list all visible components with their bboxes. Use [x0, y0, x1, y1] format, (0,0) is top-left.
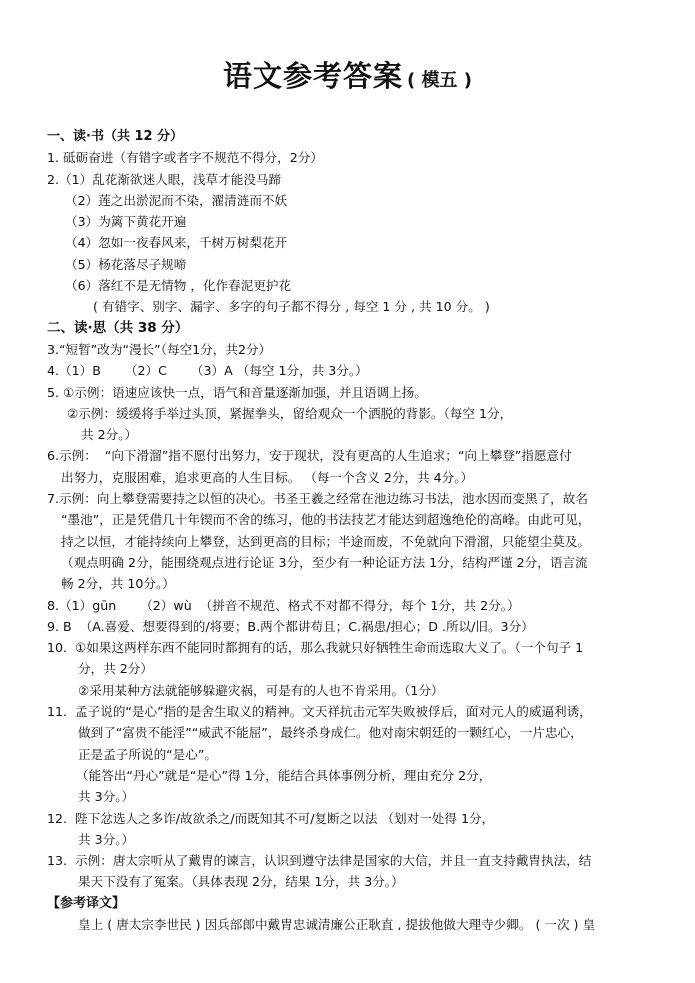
section-heading: 二、读·思（共 38 分）	[47, 319, 189, 336]
answer-line: 分，共 2分）	[78, 661, 153, 677]
answer-line: 果天下没有了冤案。（具体表现 2分，结果 1分，共 3分。）	[78, 874, 404, 890]
page-title	[0, 54, 695, 95]
answer-line: 3.“短暂”改为“漫长”（每空1分，共2分）	[47, 341, 272, 357]
answer-line: 4.（1）B （2）C （3）A （每空 1分，共 3分。）	[47, 363, 368, 379]
answer-line: 持之以恒，才能持续向上攀登，达到更高的目标；半途而废，不免就向下滑溜，只能望尘莫及。	[61, 533, 590, 549]
answer-body	[47, 126, 657, 935]
answer-line: 8.（1）gūn （2）wù （拼音不规范、格式不对都不得分，每个 1分，共 2分。）	[47, 597, 520, 613]
answer-line: 9. B （A.喜爱、想要得到的/将要；B.两个都讲苟且；C.祸患/担心；D .所以/旧。3分）	[47, 618, 534, 634]
answer-line: 1. 砥砺奋进（有错字或者字不规范不得分，2分）	[47, 150, 323, 166]
answer-line: 皇上 ( 唐太宗李世民 ) 因兵部郎中戴胄忠诚清廉公正耿直 , 提拔他做大理寺少卿。 ( 一次 ) 皇	[78, 916, 596, 932]
answer-line: 共 2分。）	[81, 427, 138, 443]
answer-line: 11. 孟子说的“是心”指的是舍生取义的精神。文天祥抗击元军失败被俘后，面对元人的威逼利诱，	[47, 704, 592, 720]
answer-line: 5. ①示例：语速应该快一点，语气和音量逐渐加强，并且语调上扬。	[47, 384, 427, 400]
answer-line: （观点明确 2分，能围绕观点进行论证 3分，至少有一种论证方法 1分，结构严谨 2分，语言流	[61, 554, 588, 570]
answer-line: 10. ①如果这两样东西不能同时都拥有的话，那么我就只好牺牲生命而选取大义了。（一个句子 1	[47, 640, 584, 656]
section-heading: 【参考译文】	[47, 895, 126, 911]
answer-line: （3）为篱下黄花开遍	[65, 214, 187, 230]
answer-line: 6.示例： “向下滑溜”指不愿付出努力，安于现状，没有更高的人生追求；“向上攀登”指愿意付	[47, 448, 572, 464]
answer-line: （4）忽如一夜春风来，千树万树梨花开	[65, 235, 288, 251]
answer-line: （6）落红不是无情物 ，化作春泥更护花	[65, 278, 292, 294]
answer-line: 正是孟子所说的“是心”。	[78, 746, 217, 762]
answer-line: “墨池”，正是凭借几十年锲而不舍的练习，他的书法技艺才能达到超逸绝伦的高峰。由此可见，	[61, 512, 591, 528]
title-sub: ( 模五 )	[407, 70, 472, 91]
answer-line: 13. 示例：唐太宗听从了戴胄的谏言，认识到遵守法律是国家的大信，并且一直支持戴胄执法，结	[47, 853, 592, 869]
answer-line: 做到了“富贵不能淫”“威武不能屈”，最终杀身成仁。他对南宋朝廷的一颗红心，一片忠心，	[78, 725, 583, 741]
answer-line: ( 有错字、别字、漏字、多字的句子都不得分 , 每空 1 分 , 共 10 分。 )	[93, 299, 490, 315]
answer-line: 2.（1）乱花渐欲迷人眼，浅草才能没马蹄	[47, 171, 282, 187]
answer-line: 7.示例：向上攀登需要持之以恒的决心。书圣王羲之经常在池边练习书法，池水因而变黑了，故名	[47, 491, 588, 507]
answer-line: ②采用某种方法就能够躲避灾祸，可是有的人也不肯采用。（1分）	[78, 682, 444, 698]
section-heading: 一、读·书（共 12 分）	[47, 129, 184, 144]
title-main: 语文参考答案	[222, 59, 403, 93]
answer-line: 共 3分。）	[78, 831, 135, 847]
answer-line: 共 3分。）	[78, 789, 135, 805]
answer-line: （2）莲之出淤泥而不染，濯清涟而不妖	[65, 192, 288, 208]
answer-line: 12. 陛下忿选人之多诈/故欲杀之/而既知其不可/复断之以法 （划对一处得 1分，	[47, 810, 495, 826]
answer-line: ②示例：缓缓将手举过头顶，紧握拳头，留给观众一个洒脱的背影。（每空 1分，	[67, 405, 513, 421]
answer-line: （能答出“丹心”就是“是心”得 1分，能结合具体事例分析，理由充分 2分，	[76, 767, 492, 783]
answer-line: （5）杨花落尽子规啼	[65, 256, 187, 272]
answer-line: 畅 2分，共 10分。）	[61, 576, 175, 592]
answer-line: 出努力，克服困难，追求更高的人生目标。 （每一个含义 2分，共 4分。）	[61, 469, 474, 485]
